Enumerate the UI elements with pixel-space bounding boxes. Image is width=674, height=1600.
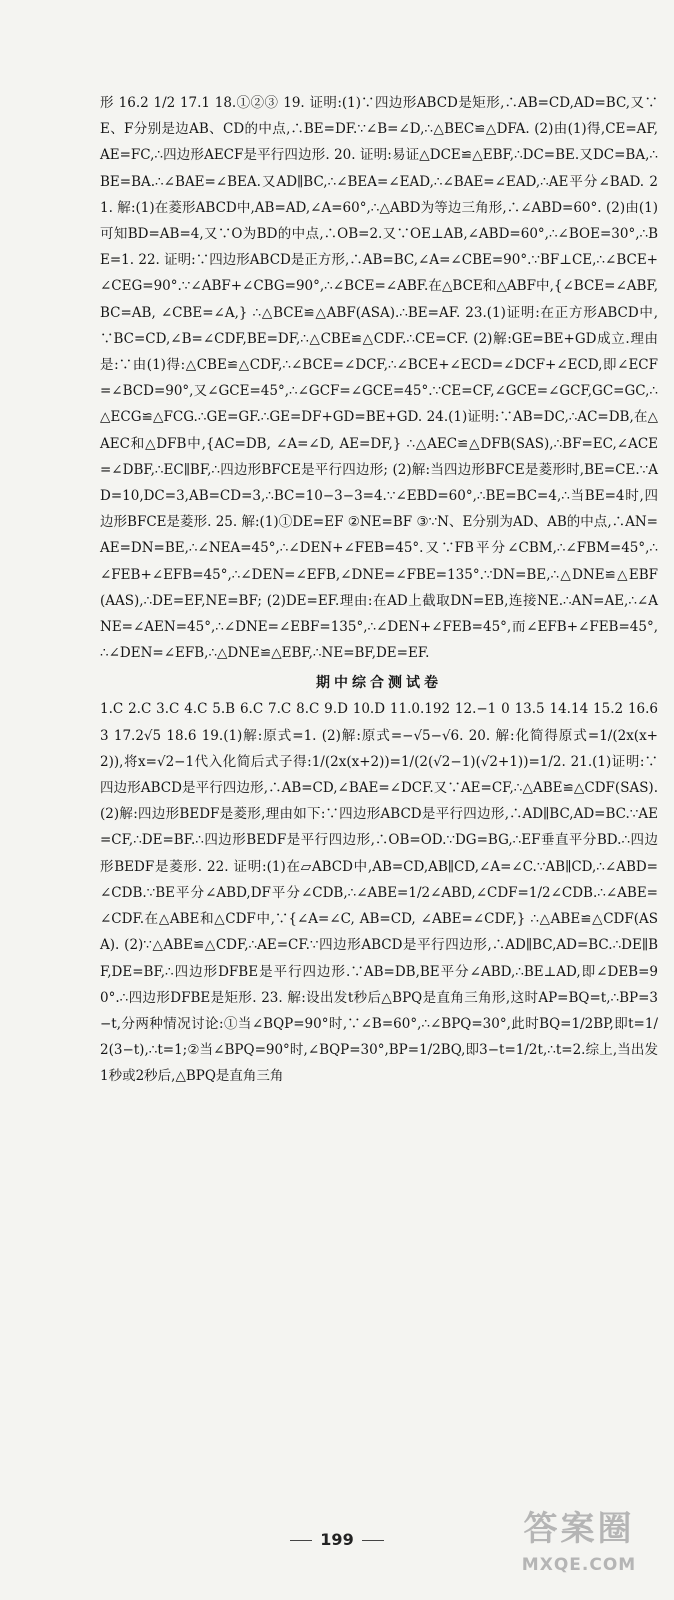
- answer-text-top: 形 16.2 1/2 17.1 18.①②③ 19. 证明:(1)∵四边形ABCD是矩形,∴AB=CD,AD=BC,又∵E、F分别是边AB、CD的中点,∴BE=DF.∵∠B=∠D,∴△BEC≌△DFA. (2)由(1)得,CE=AF,AE=FC,∴四边形AECF是平行四边形. 20. 证明:易证△DCE≌△EBF,∴DC=BE.又DC=BA,∴BE=BA.∴∠BAE=∠BEA.又AD∥BC,∴∠BEA=∠EAD,∴∠BAE=∠EAD,∴AE平分∠BAD. 21. 解:(1)在菱形ABCD中,AB=AD,∠A=60°,∴△ABD为等边三角形,∴∠ABD=60°. (2)由(1)可知BD=AB=4,又∵O为BD的中点,∴OB=2.又∵OE⊥AB,∠ABD=60°,∴∠BOE=30°,∴BE=1. 22. 证明:∵四边形ABCD是正方形,∴AB=BC,∠A=∠CBE=90°.∵BF⊥CE,∴∠BCE+∠CEG=90°.∵∠ABF+∠CBG=90°,∴∠BCE=∠ABF.在△BCE和△ABF中,{∠BCE=∠ABF, BC=AB, ∠CBE=∠A,} ∴△BCE≌△ABF(ASA).∴BE=AF. 23.(1)证明:在正方形ABCD中,∵BC=CD,∠B=∠CDF,BE=DF,∴△CBE≌△CDF.∴CE=CF. (2)解:GE=BE+GD成立.理由是:∵由(1)得:△CBE≌△CDF,∴∠BCE=∠DCF,∴∠BCE+∠ECD=∠DCF+∠ECD,即∠ECF=∠BCD=90°,又∠GCE=45°,∴∠GCF=∠GCE=45°.∵CE=CF,∠GCE=∠GCF,GC=GC,∴△ECG≌△FCG.∴GE=GF.∴GE=DF+GD=BE+GD. 24.(1)证明:∵AB=DC,∴AC=DB,在△AEC和△DFB中,{AC=DB, ∠A=∠D, AE=DF,} ∴△AEC≌△DFB(SAS),∴BF=EC,∠ACE=∠DBF,∴EC∥BF,∴四边形BFCE是平行四边形; (2)解:当四边形BFCE是菱形时,BE=CE.∵AD=10,DC=3,AB=CD=3,∴BC=10−3−3=4.∵∠EBD=60°,∴BE=BC=4,∴当BE=4时,四边形BFCE是菱形. 25. 解:(1)①DE=EF ②NE=BF ③∵N、E分别为AD、AB的中点,∴AN=AE=DN=BE,∴∠NEA=45°,∴∠DEN+∠FEB=45°.又∵FB平分∠CBM,∴∠FBM=45°,∴∠FEB+∠EFB=45°,∴∠DEN=∠EFB,∠DNE=∠FBE=135°.∵DN=BE,∴△DNE≌△EBF(AAS),∴DE=EF,NE=BF; (2)DE=EF.理由:在AD上截取DN=EB,连接NE.∴AN=AE,∴∠ANE=∠AEN=45°,∴∠DNE=∠EBF=135°,∴∠DEN+∠FEB=45°,而∠EFB+∠FEB=45°,∴∠DEN=∠EFB,∴△DNE≌△EBF,∴NE=BF,DE=EF.: [100, 95, 658, 662]
- watermark-logo: [494, 1505, 664, 1595]
- page-number-dash-left: [290, 1540, 312, 1541]
- watermark-logo-text: 答案圈: [523, 1509, 635, 1549]
- page-number-value: 199: [320, 1530, 354, 1549]
- page-number-dash-right: [362, 1540, 384, 1541]
- section-title: 期中综合测试卷: [316, 675, 442, 692]
- watermark-url: MXQE.COM: [521, 1555, 637, 1575]
- answer-text-bottom: 1.C 2.C 3.C 4.C 5.B 6.C 7.C 8.C 9.D 10.D 11.0.192 12.−1 0 13.5 14.14 15.2 16.6 3 17.2√5 18.6 19.(1)解:原式=1. (2)解:原式=−√5−√6. 20. 解:化简得原式=1/(2x(x+2)),将x=√2−1代入化简后式子得:1/(2x(x+2))=1/(2(√2−1)(√2+1))=1/2. 21.(1)证明:∵四边形ABCD是平行四边形,∴AB=CD,∠BAE=∠DCF.又∵AE=CF,∴△ABE≌△CDF(SAS). (2)解:四边形BEDF是菱形,理由如下:∵四边形ABCD是平行四边形,∴AD∥BC,AD=BC.∵AE=CF,∴DE=BF.∴四边形BEDF是平行四边形,∴OB=OD.∵DG=BG,∴EF垂直平分BD.∴四边形BEDF是菱形. 22. 证明:(1)在▱ABCD中,AB=CD,AB∥CD,∠A=∠C.∵AB∥CD,∴∠ABD=∠CDB.∵BE平分∠ABD,DF平分∠CDB,∴∠ABE=1/2∠ABD,∠CDF=1/2∠CDB.∴∠ABE=∠CDF.在△ABE和△CDF中,∵{∠A=∠C, AB=CD, ∠ABE=∠CDF,} ∴△ABE≌△CDF(ASA). (2)∵△ABE≌△CDF,∴AE=CF.∵四边形ABCD是平行四边形,∴AD∥BC,AD=BC.∴DE∥BF,DE=BF,∴四边形DFBE是平行四边形.∵AB=DB,BE平分∠ABD,∴BE⊥AD,即∠DEB=90°.∴四边形DFBE是矩形. 23. 解:设出发t秒后△BPQ是直角三角形,这时AP=BQ=t,∴BP=3−t,分两种情况讨论:①当∠BQP=90°时,∵∠B=60°,∴∠BPQ=30°,此时BQ=1/2BP,即t=1/2(3−t),∴t=1;②当∠BPQ=90°时,∠BQP=30°,BP=1/2BQ,即3−t=1/2t,∴t=2.综上,当出发1秒或2秒后,△BPQ是直角三角: [100, 701, 658, 1085]
